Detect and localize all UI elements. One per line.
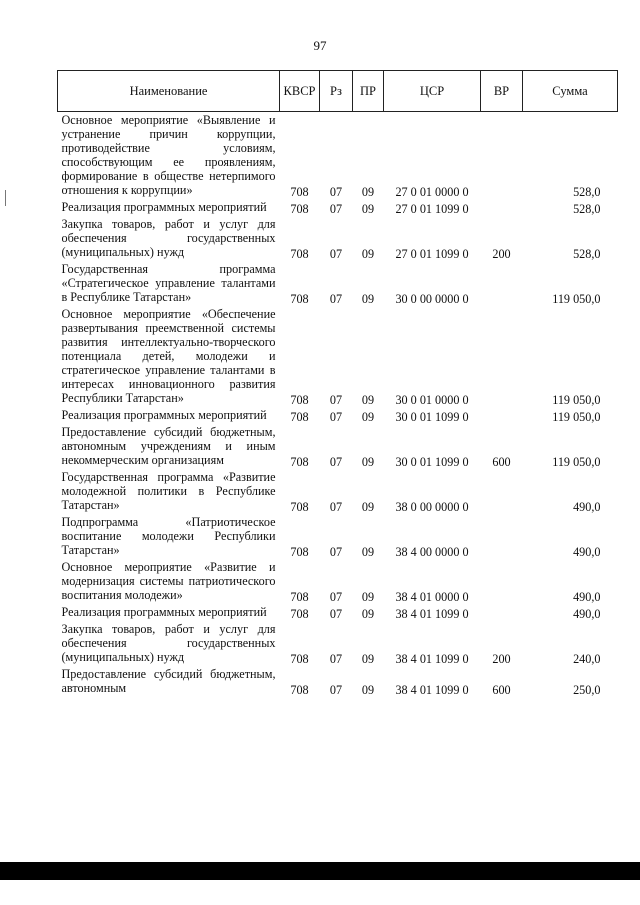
cell-name: Закупка товаров, работ и услуг для обеспечения государственных (муниципальных) нужд [61, 217, 276, 259]
cell-rz: 07 [329, 683, 343, 697]
cell-csr: 38 4 01 1099 0 [395, 652, 469, 666]
table-row [58, 306, 618, 407]
page-number: 97 [313, 38, 327, 53]
table-row [58, 514, 618, 559]
cell-vr: 200 [492, 652, 511, 666]
cell-pr: 09 [361, 683, 375, 697]
cell-vr: 600 [492, 683, 511, 697]
header-vr: ВР [481, 71, 523, 112]
cell-rz: 07 [329, 455, 343, 469]
cell-rz: 07 [329, 410, 343, 424]
cell-csr: 27 0 01 1099 0 [395, 202, 469, 216]
cell-rz: 07 [329, 247, 343, 261]
cell-sum: 119 050,0 [552, 455, 601, 469]
cell-kvsr: 708 [290, 500, 309, 514]
cell-vr: 200 [492, 247, 511, 261]
table-row [58, 604, 618, 621]
cell-name: Основное мероприятие «Выявление и устранение причин коррупции, противодействие условиям, способствующим ее проявлениям, формирование в обществе нетерпимого отношения к коррупции» [61, 113, 276, 197]
cell-pr: 09 [361, 393, 375, 407]
cell-pr: 09 [361, 500, 375, 514]
table-row [58, 559, 618, 604]
scan-margin-mark [5, 190, 6, 206]
cell-kvsr: 708 [290, 247, 309, 261]
cell-kvsr: 708 [290, 607, 309, 621]
cell-sum: 250,0 [573, 683, 601, 697]
header-kvsr: КВСР [280, 71, 320, 112]
scan-bottom-bar [0, 862, 640, 880]
cell-vr [481, 407, 523, 424]
cell-sum: 119 050,0 [552, 410, 601, 424]
cell-rz: 07 [329, 652, 343, 666]
cell-sum: 528,0 [573, 202, 601, 216]
cell-pr: 09 [361, 410, 375, 424]
cell-csr: 38 4 00 0000 0 [395, 545, 469, 559]
cell-kvsr: 708 [290, 590, 309, 604]
cell-pr: 09 [361, 292, 375, 306]
cell-rz: 07 [329, 545, 343, 559]
cell-sum: 119 050,0 [552, 393, 601, 407]
cell-csr: 30 0 01 1099 0 [395, 455, 469, 469]
table-row [58, 621, 618, 666]
header-pr: ПР [353, 71, 384, 112]
cell-pr: 09 [361, 607, 375, 621]
cell-csr: 38 4 01 1099 0 [395, 607, 469, 621]
cell-vr [481, 559, 523, 604]
table-row [58, 666, 618, 697]
table-header-row [58, 71, 618, 112]
header-rz: Рз [320, 71, 353, 112]
cell-pr: 09 [361, 455, 375, 469]
cell-vr [481, 469, 523, 514]
cell-name: Государственная программа «Стратегическое управление талантами в Республике Татарстан» [61, 262, 276, 304]
cell-name: Реализация программных мероприятий [61, 200, 267, 214]
cell-sum: 119 050,0 [552, 292, 601, 306]
cell-sum: 528,0 [573, 247, 601, 261]
cell-kvsr: 708 [290, 185, 309, 199]
cell-csr: 30 0 00 0000 0 [395, 292, 469, 306]
table-row [58, 216, 618, 261]
cell-sum: 528,0 [573, 185, 601, 199]
cell-kvsr: 708 [290, 683, 309, 697]
cell-vr [481, 514, 523, 559]
cell-vr [481, 604, 523, 621]
cell-csr: 38 4 01 1099 0 [395, 683, 469, 697]
table-row [58, 469, 618, 514]
cell-csr: 27 0 01 0000 0 [395, 185, 469, 199]
cell-pr: 09 [361, 652, 375, 666]
cell-csr: 27 0 01 1099 0 [395, 247, 469, 261]
cell-kvsr: 708 [290, 545, 309, 559]
cell-name: Предоставление субсидий бюджетным, автономным учреждениям и иным некоммерческим организациям [61, 425, 276, 467]
cell-sum: 490,0 [573, 500, 601, 514]
cell-rz: 07 [329, 202, 343, 216]
cell-name: Государственная программа «Развитие молодежной политики в Республике Татарстан» [61, 470, 276, 512]
cell-vr [481, 199, 523, 216]
cell-kvsr: 708 [290, 455, 309, 469]
cell-kvsr: 708 [290, 652, 309, 666]
cell-pr: 09 [361, 590, 375, 604]
cell-sum: 240,0 [573, 652, 601, 666]
cell-rz: 07 [329, 393, 343, 407]
cell-sum: 490,0 [573, 545, 601, 559]
cell-kvsr: 708 [290, 292, 309, 306]
table-row [58, 112, 618, 200]
cell-rz: 07 [329, 500, 343, 514]
cell-kvsr: 708 [290, 202, 309, 216]
cell-sum: 490,0 [573, 590, 601, 604]
cell-csr: 30 0 01 1099 0 [395, 410, 469, 424]
cell-name: Закупка товаров, работ и услуг для обеспечения государственных (муниципальных) нужд [61, 622, 276, 664]
header-csr: ЦСР [384, 71, 481, 112]
cell-vr [481, 261, 523, 306]
cell-name: Реализация программных мероприятий [61, 605, 267, 619]
cell-rz: 07 [329, 607, 343, 621]
cell-vr: 600 [492, 455, 511, 469]
budget-table [57, 70, 618, 697]
cell-csr: 30 0 01 0000 0 [395, 393, 469, 407]
cell-name: Подпрограмма «Патриотическое воспитание молодежи Республики Татарстан» [61, 515, 276, 557]
cell-name: Реализация программных мероприятий [61, 408, 267, 422]
cell-name: Предоставление субсидий бюджетным, автономным [61, 667, 276, 695]
cell-pr: 09 [361, 185, 375, 199]
cell-rz: 07 [329, 292, 343, 306]
table-row [58, 424, 618, 469]
cell-pr: 09 [361, 247, 375, 261]
cell-name: Основное мероприятие «Развитие и модернизация системы патриотического воспитания молодежи» [61, 560, 276, 602]
table-row [58, 261, 618, 306]
header-name: Наименование [58, 71, 280, 112]
cell-csr: 38 4 01 0000 0 [395, 590, 469, 604]
cell-pr: 09 [361, 545, 375, 559]
cell-csr: 38 0 00 0000 0 [395, 500, 469, 514]
cell-vr [481, 112, 523, 200]
cell-kvsr: 708 [290, 410, 309, 424]
cell-rz: 07 [329, 185, 343, 199]
cell-rz: 07 [329, 590, 343, 604]
cell-kvsr: 708 [290, 393, 309, 407]
cell-vr [481, 306, 523, 407]
table-row [58, 199, 618, 216]
cell-name: Основное мероприятие «Обеспечение развертывания преемственной системы развития интеллектуально-творческого потенциала детей, молодежи и стратегическое управление талантами в интересах инновационного развития Республики Татарстан» [61, 307, 276, 405]
header-sum: Сумма [523, 71, 618, 112]
table-row [58, 407, 618, 424]
table-body [58, 112, 618, 698]
cell-sum: 490,0 [573, 607, 601, 621]
cell-pr: 09 [361, 202, 375, 216]
